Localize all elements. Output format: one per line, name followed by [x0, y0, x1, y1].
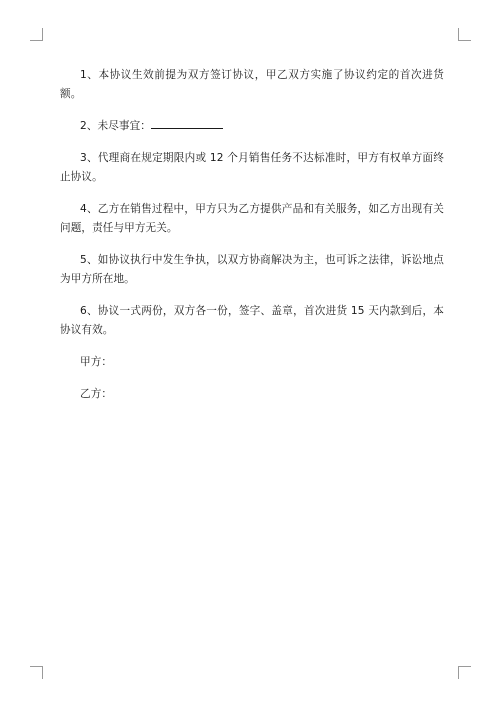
clause-1: 1、本协议生效前提为双方签订协议，甲乙双方实施了协议约定的首次进货额。 [60, 69, 444, 100]
clause-5: 5、如协议执行中发生争执，以双方协商解决为主，也可诉之法律，诉讼地点为甲方所在地。 [60, 254, 444, 285]
blank-line [151, 117, 223, 129]
crop-mark-bottom-left [30, 666, 43, 679]
crop-mark-bottom-right [458, 666, 471, 679]
crop-mark-top-right [458, 28, 471, 41]
crop-mark-top-left [30, 28, 43, 41]
clause-2-text: 2、未尽事宜： [80, 120, 152, 132]
party-b-label: 乙方： [80, 388, 113, 400]
clause-4: 4、乙方在销售过程中，甲方只为乙方提供产品和有关服务，如乙方出现有关问题，责任与甲方无关。 [60, 203, 444, 234]
clause-2 [60, 117, 444, 136]
party-a-label: 甲方： [80, 356, 113, 368]
clause-3: 3、代理商在规定期限内或 12 个月销售任务不达标准时，甲方有权单方面终止协议。 [60, 152, 444, 183]
document-body [60, 66, 444, 417]
clause-6: 6、协议一式两份，双方各一份，签字、盖章，首次进货 15 天内款到后，本协议有效。 [60, 305, 444, 336]
